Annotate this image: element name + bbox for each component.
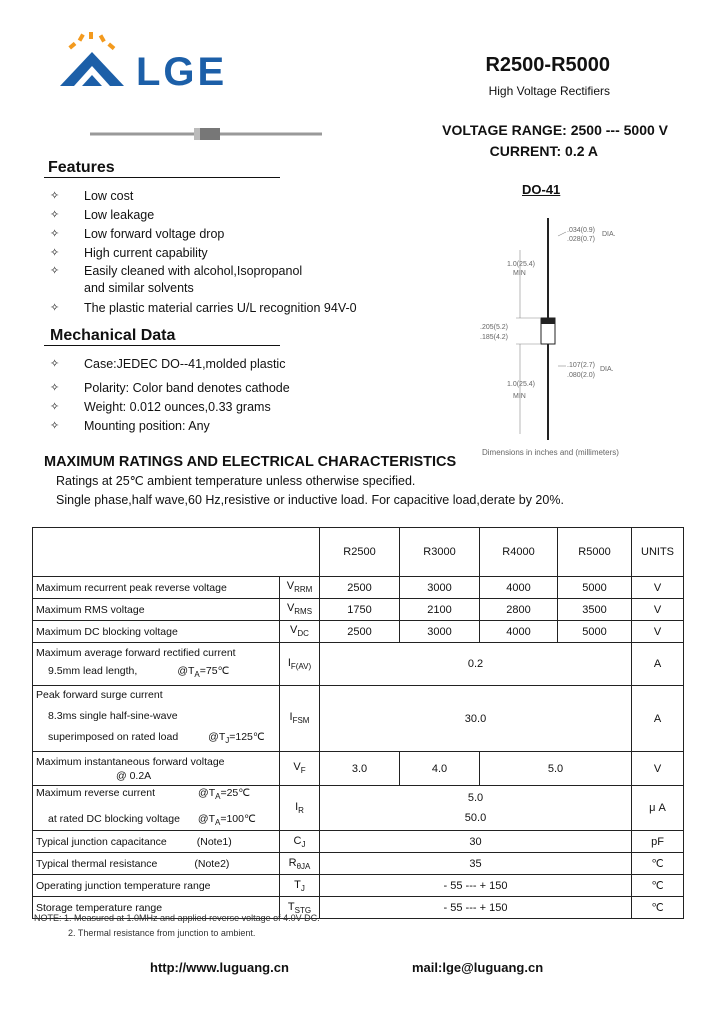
brand-name: LGE [136, 50, 228, 94]
diode-illustration [90, 124, 322, 144]
value-cell: 5.0 [480, 752, 632, 786]
table-header-row [33, 528, 684, 577]
unit-cell: V [632, 577, 684, 599]
note-1: NOTE: 1. Measured at 1.0MHz and applied reverse voltage of 4.0V DC. [34, 913, 320, 923]
symbol-cell: $V_{DC}$ [280, 621, 320, 643]
value-cell: 30.0 [320, 686, 632, 752]
unit-cell: V [632, 752, 684, 786]
note-2: 2. Thermal resistance from junction to ambient. [68, 928, 256, 938]
symbol-cell: $C_J$ [280, 831, 320, 853]
table-row [33, 577, 684, 599]
value-cell: 2100 [400, 599, 480, 621]
value-cell: 5000 [558, 621, 632, 643]
dim-lead-dia-1: .034(0.9) [567, 227, 596, 234]
param-cell: Maximum recurrent peak reverse voltage [33, 577, 280, 599]
diamond-bullet-icon: ✧ [50, 382, 60, 394]
table-row [33, 831, 684, 853]
dim-body-dia-2: .080(2.0) [567, 372, 596, 379]
value-cell: 4000 [480, 577, 558, 599]
table-row [33, 686, 684, 752]
dims-caption: Dimensions in inches and (millimeters) [482, 448, 619, 457]
param-cell: Maximum average forward rectified current 9.5mm lead length, $@T_A=75℃$ [33, 643, 280, 686]
value-cell: 2500 [320, 577, 400, 599]
dim-lead-dia-2: .028(0.7) [567, 236, 596, 243]
symbol-cell: $T_{STG}$ [280, 897, 320, 919]
diamond-bullet-icon: ✧ [50, 209, 60, 221]
value-cell: 3500 [558, 599, 632, 621]
value-cell: 5000 [558, 577, 632, 599]
value-cell: 0.2 [320, 643, 632, 686]
diamond-bullet-icon: ✧ [50, 228, 60, 240]
col-header: R5000 [558, 528, 632, 577]
table-row [33, 599, 684, 621]
col-header: R2500 [320, 528, 400, 577]
unit-cell: V [632, 621, 684, 643]
unit-cell: ℃ [632, 853, 684, 875]
model-title: R2500-R5000 [485, 54, 610, 76]
col-header: UNITS [632, 528, 684, 577]
value-cell: 35 [320, 853, 632, 875]
table-row [33, 621, 684, 643]
table-row [33, 875, 684, 897]
current-rating: CURRENT: 0.2 A [489, 143, 598, 159]
unit-cell: V [632, 599, 684, 621]
value-cell: - 55 --- + 150 [320, 897, 632, 919]
diamond-bullet-icon: ✧ [50, 358, 60, 370]
unit-cell: pF [632, 831, 684, 853]
unit-cell: μ A [632, 786, 684, 831]
col-header: R4000 [480, 528, 558, 577]
unit-cell: A [632, 686, 684, 752]
param-cell: Typical junction capacitance (Note1) [33, 831, 280, 853]
dim-lead-len-1: 1.0(25.4) [507, 261, 536, 268]
value-cell: 2500 [320, 621, 400, 643]
voltage-range: VOLTAGE RANGE: 2500 --- 5000 V [442, 122, 668, 138]
diamond-bullet-icon: ✧ [50, 302, 60, 314]
param-cell: Maximum instantaneous forward voltage @ 0.2A [33, 752, 280, 786]
diamond-bullet-icon: ✧ [50, 265, 60, 277]
dim-lead-len-2: 1.0(25.4) [507, 381, 536, 388]
dim-min: MIN [513, 393, 526, 400]
dim-body-dia-1: .107(2.7) [567, 362, 596, 369]
mechanical-list: ✧ Case:JEDEC DO--41,molded plastic ✧ Polarity: Color band denotes cathode ✧ Weight: 0.012 ounces,0.33 grams ✧ Mounting position: Any [50, 357, 290, 433]
features-underline [44, 177, 280, 178]
diamond-bullet-icon: ✧ [50, 420, 60, 432]
package-name: DO-41 [522, 182, 561, 197]
unit-cell: A [632, 643, 684, 686]
symbol-cell: $T_J$ [280, 875, 320, 897]
value-cell: 1750 [320, 599, 400, 621]
value-cell: 4000 [480, 621, 558, 643]
value-cell: 3000 [400, 621, 480, 643]
param-cell: Peak forward surge current 8.3ms single half-sine-wave superimposed on rated load $@T_J=125℃$ [33, 686, 280, 752]
dim-body-len-2: .185(4.2) [480, 334, 509, 341]
unit-cell: ℃ [632, 875, 684, 897]
dim-body-len-1: .205(5.2) [480, 324, 509, 331]
unit-cell: ℃ [632, 897, 684, 919]
product-subtitle: High Voltage Rectifiers [488, 84, 610, 98]
table-row [33, 786, 684, 831]
symbol-cell: $V_{RRM}$ [280, 577, 320, 599]
diamond-bullet-icon: ✧ [50, 401, 60, 413]
value-cell: 3000 [400, 577, 480, 599]
table-row [33, 853, 684, 875]
ratings-title: MAXIMUM RATINGS AND ELECTRICAL CHARACTERISTICS [44, 454, 457, 470]
value-cell: - 55 --- + 150 [320, 875, 632, 897]
param-cell: Maximum reverse current $@T_A=25℃$ at rated DC blocking voltage $@T_A=100℃$ [33, 786, 280, 831]
footer-mail-link[interactable]: mail:lge@luguang.cn [412, 960, 544, 975]
ratings-line-2: Single phase,half wave,60 Hz,resistive or inductive load. For capacitive load,derate by 20%. [56, 493, 564, 507]
dim-min: MIN [513, 270, 526, 277]
symbol-cell: $R_{\theta JA}$ [280, 853, 320, 875]
features-list: ✧ Low cost ✧ Low leakage ✧ Low forward voltage drop ✧ High current capability ✧ Easily cleaned with alcohol,Isopropanol and similar solvents ✧ The plastic material carries U/L recognition 94V-0 [50, 189, 357, 315]
footer-url-link[interactable]: http://www.luguang.cn [150, 960, 289, 975]
value-cell: 2800 [480, 599, 558, 621]
lge-logo-icon [56, 26, 136, 90]
param-cell: Operating junction temperature range [33, 875, 280, 897]
value-cell: 5.0 50.0 [320, 786, 632, 831]
ratings-line-1: Ratings at 25℃ ambient temperature unless otherwise specified. [56, 474, 416, 488]
header-blank [33, 528, 320, 577]
dim-dia-label: DIA. [600, 366, 614, 373]
col-header: R3000 [400, 528, 480, 577]
param-cell: Storage temperature range [33, 897, 280, 919]
value-cell: 30 [320, 831, 632, 853]
symbol-cell: $V_{RMS}$ [280, 599, 320, 621]
value-cell: 3.0 [320, 752, 400, 786]
table-row [33, 643, 684, 686]
param-cell: Maximum DC blocking voltage [33, 621, 280, 643]
table-row [33, 752, 684, 786]
features-title: Features [48, 159, 115, 176]
mechanical-underline [44, 345, 280, 346]
param-cell: Maximum RMS voltage [33, 599, 280, 621]
symbol-cell: $I_{FSM}$ [280, 686, 320, 752]
symbol-cell: $V_F$ [280, 752, 320, 786]
dim-dia-label: DIA. [602, 231, 616, 238]
param-cell: Typical thermal resistance (Note2) [33, 853, 280, 875]
diamond-bullet-icon: ✧ [50, 190, 60, 202]
ratings-table [32, 527, 684, 919]
symbol-cell: $I_R$ [280, 786, 320, 831]
mechanical-title: Mechanical Data [50, 327, 176, 344]
diamond-bullet-icon: ✧ [50, 247, 60, 259]
value-cell: 4.0 [400, 752, 480, 786]
symbol-cell: $I_{F(AV)}$ [280, 643, 320, 686]
